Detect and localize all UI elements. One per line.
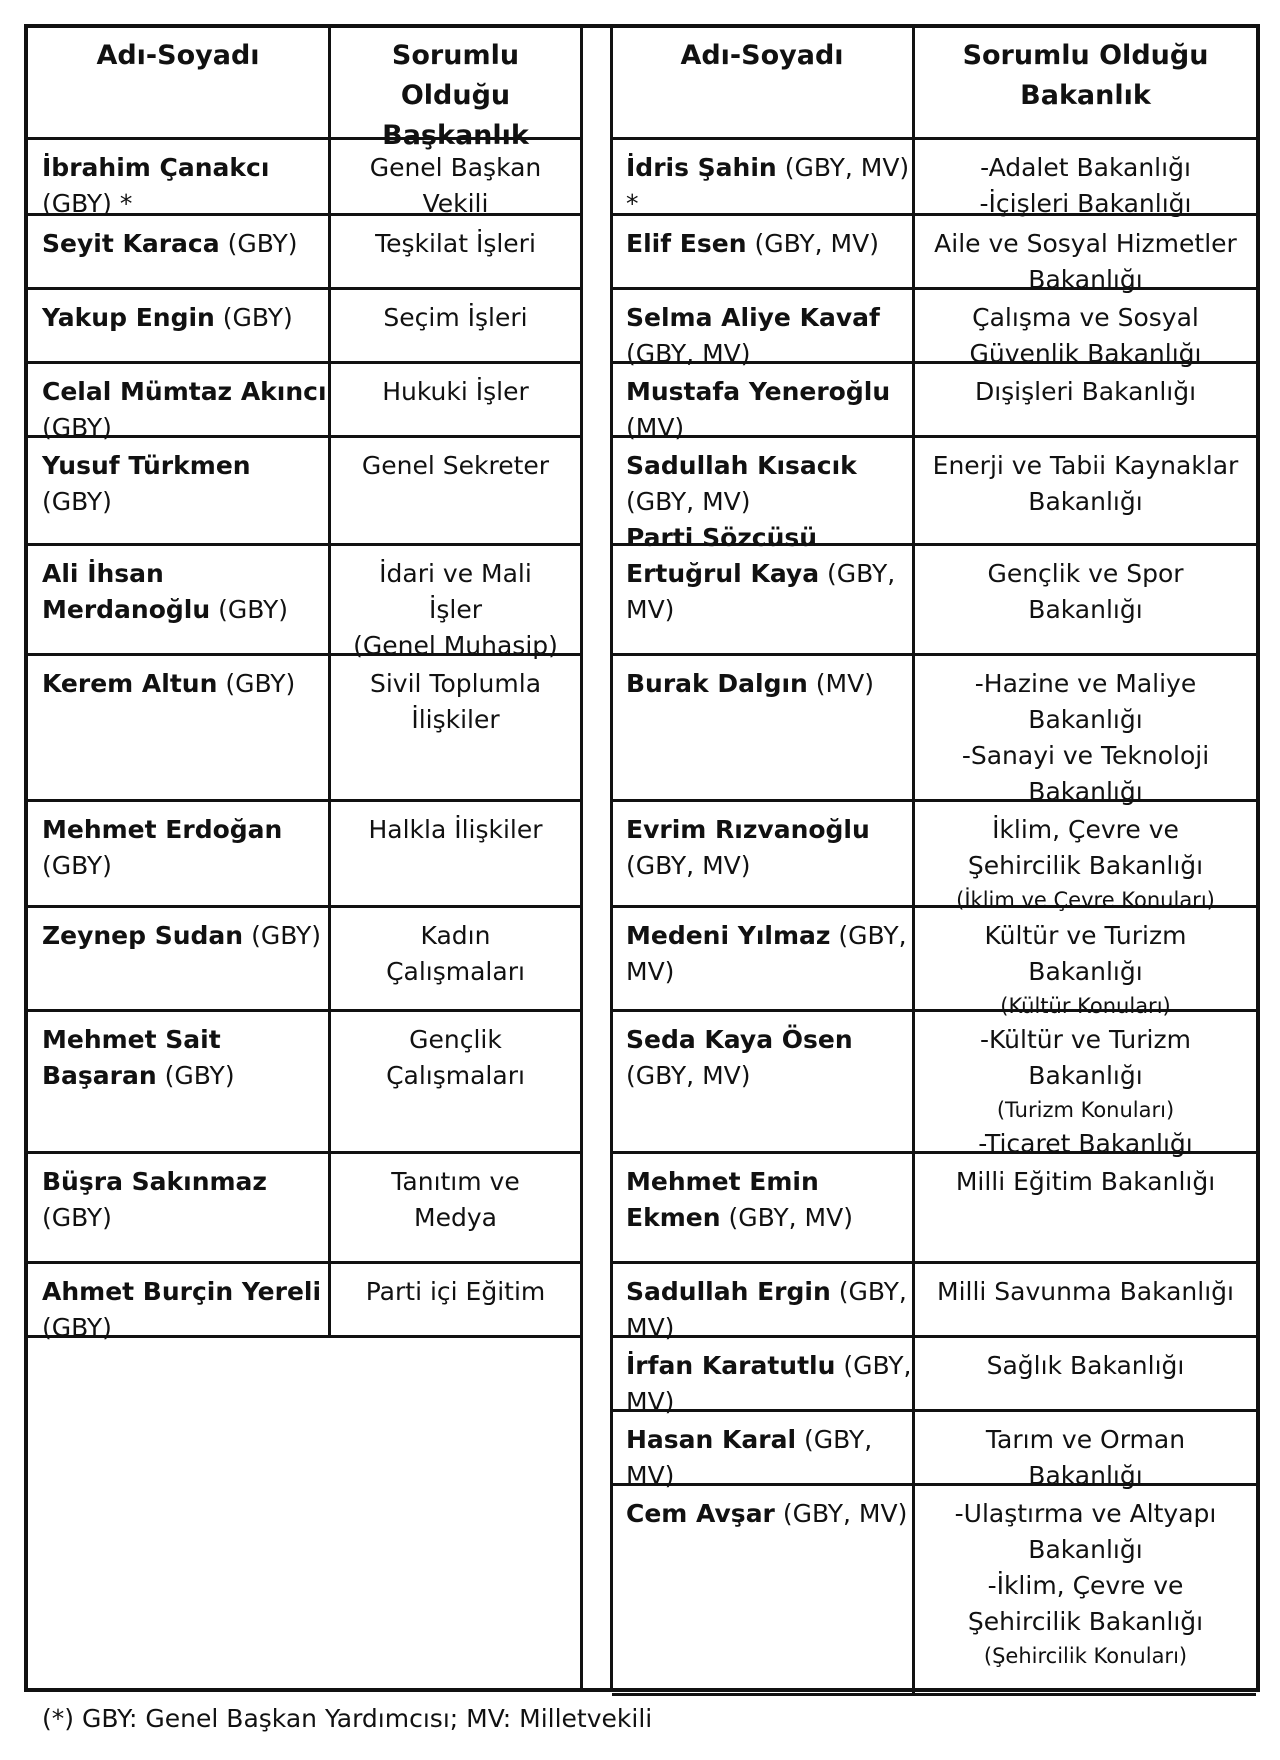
person-name: Büşra Sakınmaz	[42, 1167, 267, 1196]
left-name-cell	[28, 438, 328, 543]
right-role-cell	[912, 1264, 1256, 1335]
role-line: Genel Başkan	[369, 153, 542, 182]
person-name: Ahmet Burçin Yereli	[42, 1277, 322, 1306]
role-line: Bakanlığı	[1028, 595, 1143, 624]
person-name: Medeni Yılmaz	[626, 921, 831, 950]
person-title-note: (GBY, MV)	[626, 487, 751, 516]
right-name-cell	[612, 1264, 912, 1342]
role-line: Seçim İşleri	[383, 303, 528, 332]
role-line: Kültür ve Turizm	[984, 921, 1187, 950]
left-name-cell	[28, 908, 328, 1009]
role-line: Şehircilik Bakanlığı	[967, 851, 1204, 880]
role-line: -İçişleri Bakanlığı	[979, 189, 1192, 218]
role-line: Bakanlığı	[1028, 487, 1143, 516]
role-line: Aile ve Sosyal Hizmetler	[934, 229, 1237, 258]
right-name-cell	[612, 546, 912, 653]
left-header-row	[28, 28, 580, 151]
person-name: Hasan Karal	[626, 1425, 797, 1454]
right-table-row	[612, 1264, 1256, 1342]
left-name-cell	[28, 546, 328, 653]
role-line: Sağlık Bakanlığı	[986, 1351, 1185, 1380]
left-role-cell	[328, 438, 580, 543]
role-line: Milli Eğitim Bakanlığı	[955, 1167, 1216, 1196]
role-line: -İklim, Çevre ve	[987, 1571, 1184, 1600]
right-header-row	[612, 28, 1256, 140]
right-table-row	[612, 908, 1256, 1018]
right-table-row	[612, 546, 1256, 656]
role-line: -Kültür ve Turizm	[980, 1025, 1191, 1054]
left-name-cell	[28, 140, 328, 218]
person-title-note: (GBY)	[218, 595, 289, 624]
role-line: Çalışmaları	[386, 957, 525, 986]
role-line: İlişkiler	[411, 705, 500, 734]
left-table-row	[28, 1264, 580, 1342]
person-title-note: (GBY)	[42, 413, 112, 442]
right-name-cell	[612, 1154, 912, 1261]
role-line: (Genel Muhasip)	[353, 631, 558, 660]
right-name-cell	[612, 1012, 912, 1151]
left-role-cell	[328, 1264, 580, 1335]
left-role-cell	[328, 216, 580, 287]
role-line: Bakanlığı	[1028, 705, 1143, 734]
left-table-row	[28, 1154, 580, 1264]
right-table-row	[612, 364, 1256, 442]
right-table-row	[612, 1012, 1256, 1158]
footnote: (*) GBY: Genel Başkan Yardımcısı; MV: Milletvekili	[42, 1704, 653, 1733]
person-name: Sadullah Ergin	[626, 1277, 831, 1306]
person-title-note: (MV)	[626, 413, 685, 442]
person-name: Kerem Altun	[42, 669, 218, 698]
role-line: Bakanlığı	[1028, 1535, 1143, 1564]
person-title-note: (GBY, MV)	[626, 1061, 751, 1090]
right-table-row	[612, 1486, 1256, 1696]
left-table-row	[28, 290, 580, 364]
right-name-cell	[612, 290, 912, 368]
right-table-row	[612, 1412, 1256, 1490]
left-name-cell	[28, 364, 328, 442]
left-role-cell	[328, 656, 580, 799]
right-name-cell	[612, 656, 912, 799]
person-title-note: (GBY)	[164, 1061, 235, 1090]
role-line: Bakanlığı	[1028, 957, 1143, 986]
role-line: İşler	[428, 595, 482, 624]
role-line: Halkla İlişkiler	[368, 815, 543, 844]
left-table-row	[28, 546, 580, 660]
right-role-cell	[912, 290, 1256, 368]
left-role-cell	[328, 802, 580, 905]
left-role-header: Sorumlu Olduğu Başkanlık	[328, 28, 580, 137]
right-role-cell	[912, 1412, 1256, 1490]
right-table-row	[612, 802, 1256, 912]
left-role-cell	[328, 364, 580, 435]
role-line: İklim, Çevre ve	[992, 815, 1179, 844]
right-name-cell	[612, 802, 912, 905]
left-table-row	[28, 140, 580, 216]
person-name: Mustafa Yeneroğlu	[626, 377, 891, 406]
person-name: Yusuf Türkmen	[42, 451, 251, 480]
person-name: Yakup Engin	[42, 303, 215, 332]
left-name-cell	[28, 656, 328, 799]
person-title-note: (GBY)	[222, 303, 293, 332]
role-line: -Ticaret Bakanlığı	[978, 1129, 1193, 1158]
left-role-cell	[328, 290, 580, 361]
person-title-note: (GBY)	[225, 669, 296, 698]
role-line: Çalışmaları	[386, 1061, 525, 1090]
right-role-cell	[912, 908, 1256, 1018]
role-line: Dışişleri Bakanlığı	[974, 377, 1197, 406]
person-name: Ertuğrul Kaya	[626, 559, 820, 588]
left-name-cell	[28, 216, 328, 287]
role-line: -Hazine ve Maliye	[974, 669, 1197, 698]
role-line: Bakanlığı	[1028, 1461, 1143, 1490]
person-title-note: (GBY)	[42, 851, 112, 880]
person-title-note: (GBY)	[42, 1313, 112, 1342]
person-title-note: (GBY, MV)	[626, 921, 907, 986]
right-name-cell	[612, 908, 912, 1009]
left-name-cell	[28, 802, 328, 905]
left-role-cell	[328, 908, 580, 1009]
role-line: Sivil Toplumla	[369, 669, 542, 698]
person-title-note: (GBY) *	[42, 189, 133, 218]
person-name: Mehmet Emin Ekmen	[626, 1167, 819, 1232]
role-line: Genel Sekreter	[361, 451, 550, 480]
right-table-row	[612, 438, 1256, 552]
role-line: Milli Savunma Bakanlığı	[937, 1277, 1234, 1306]
role-subtopic: (Turizm Konuları)	[996, 1098, 1175, 1122]
right-name-cell	[612, 216, 912, 287]
right-role-cell	[912, 216, 1256, 294]
left-name-header: Adı-Soyadı	[96, 40, 260, 71]
person-title-note: (GBY, MV)	[626, 559, 896, 624]
role-line: -Adalet Bakanlığı	[980, 153, 1191, 182]
person-title-note: (GBY, MV)	[754, 229, 879, 258]
right-role-cell	[912, 1486, 1256, 1693]
left-role-cell	[328, 1012, 580, 1151]
role-line: Medya	[414, 1203, 497, 1232]
right-table-row	[612, 1338, 1256, 1416]
right-name-header: Adı-Soyadı	[680, 40, 844, 71]
person-title-note: (GBY)	[42, 487, 112, 516]
right-role-cell	[912, 802, 1256, 912]
role-subtopic: (Kültür Konuları)	[1000, 994, 1171, 1018]
right-role-cell	[912, 1338, 1256, 1409]
person-title-note: (GBY, MV) *	[626, 153, 910, 218]
right-name-cell	[612, 140, 912, 218]
role-line: Gençlik	[409, 1025, 502, 1054]
right-table-row	[612, 216, 1256, 294]
right-table-row	[612, 290, 1256, 368]
person-name: Seda Kaya Ösen	[626, 1025, 853, 1054]
column-divider-left	[580, 28, 583, 1688]
role-line: Tanıtım ve	[391, 1167, 520, 1196]
right-name-cell	[612, 1486, 912, 1693]
left-name-cell	[28, 1012, 328, 1151]
left-role-cell	[328, 140, 580, 218]
person-name: Zeynep Sudan	[42, 921, 244, 950]
role-line: Çalışma ve Sosyal	[972, 303, 1199, 332]
person-name: Celal Mümtaz Akıncı	[42, 377, 327, 406]
role-line: Tarım ve Orman	[985, 1425, 1186, 1454]
person-title-note: (GBY)	[251, 921, 321, 950]
role-line: Güvenlik Bakanlığı	[969, 339, 1202, 368]
responsibility-table	[24, 24, 1260, 1692]
role-line: Enerji ve Tabii Kaynaklar	[932, 451, 1239, 480]
right-table-row	[612, 140, 1256, 216]
person-title-note: (GBY, MV)	[782, 1499, 908, 1528]
person-extra-role: Parti Sözcüsü	[626, 523, 818, 552]
role-line: Parti içi Eğitim	[365, 1277, 546, 1306]
right-name-cell	[612, 1412, 912, 1490]
person-title-note: (MV)	[815, 669, 874, 698]
role-subtopic: (İklim ve Çevre Konuları)	[956, 888, 1215, 912]
person-name: İrfan Karatutlu	[626, 1351, 836, 1380]
right-role-cell	[912, 140, 1256, 218]
right-role-cell	[912, 656, 1256, 806]
left-table-row	[28, 438, 580, 546]
role-line: Bakanlığı	[1028, 265, 1143, 294]
right-table-row	[612, 1154, 1256, 1264]
role-line: -Sanayi ve Teknoloji	[961, 741, 1210, 770]
right-role-cell	[912, 1154, 1256, 1261]
person-name: Ali İhsan Merdanoğlu	[42, 559, 211, 624]
person-name: Evrim Rızvanoğlu	[626, 815, 870, 844]
person-name: İbrahim Çanakcı	[42, 153, 270, 182]
role-subtopic: (Şehircilik Konuları)	[983, 1644, 1188, 1668]
role-line: Gençlik ve Spor	[987, 559, 1184, 588]
person-name: Mehmet Erdoğan	[42, 815, 283, 844]
person-name: Sadullah Kısacık	[626, 451, 857, 480]
right-table-row	[612, 656, 1256, 806]
role-line: -Ulaştırma ve Altyapı	[954, 1499, 1217, 1528]
right-role-cell	[912, 438, 1256, 543]
role-line: Teşkilat İşleri	[375, 229, 536, 258]
right-role-cell	[912, 1012, 1256, 1158]
right-name-cell	[612, 1338, 912, 1416]
left-name-cell	[28, 290, 328, 361]
left-name-cell	[28, 1264, 328, 1342]
person-name: Mehmet Sait Başaran	[42, 1025, 221, 1090]
left-table-row	[28, 908, 580, 1012]
role-line: Vekili	[422, 189, 489, 218]
left-table-row	[28, 802, 580, 908]
role-line: İdari ve Mali	[379, 559, 532, 588]
person-title-note: (GBY, MV)	[626, 1351, 912, 1416]
role-line: Hukuki İşler	[382, 377, 529, 406]
left-table-row	[28, 656, 580, 802]
person-name: Elif Esen	[626, 229, 747, 258]
left-name-cell	[28, 1154, 328, 1261]
person-title-note: (GBY, MV)	[626, 339, 751, 368]
role-line: Bakanlığı	[1028, 777, 1143, 806]
person-name: İdris Şahin	[626, 153, 777, 182]
role-line: Şehircilik Bakanlığı	[967, 1607, 1204, 1636]
person-name: Cem Avşar	[626, 1499, 775, 1528]
left-table-row	[28, 1012, 580, 1154]
role-line: Kadın	[420, 921, 491, 950]
left-role-cell	[328, 546, 580, 660]
right-role-header: Sorumlu Olduğu Bakanlık	[912, 28, 1256, 137]
person-title-note: (GBY, MV)	[728, 1203, 853, 1232]
right-name-cell	[612, 364, 912, 442]
left-role-cell	[328, 1154, 580, 1261]
person-title-note: (GBY, MV)	[626, 851, 751, 880]
role-line: Bakanlığı	[1028, 1061, 1143, 1090]
right-role-cell	[912, 546, 1256, 653]
person-title-note: (GBY, MV)	[626, 1277, 907, 1342]
right-name-cell	[612, 438, 912, 552]
left-table-row	[28, 216, 580, 290]
person-name: Selma Aliye Kavaf	[626, 303, 880, 332]
person-title-note: (GBY)	[227, 229, 298, 258]
person-name: Burak Dalgın	[626, 669, 808, 698]
left-table-row	[28, 364, 580, 442]
person-name: Seyit Karaca	[42, 229, 220, 258]
person-title-note: (GBY)	[42, 1203, 112, 1232]
right-role-cell	[912, 364, 1256, 435]
person-title-note: (GBY, MV)	[626, 1425, 873, 1490]
